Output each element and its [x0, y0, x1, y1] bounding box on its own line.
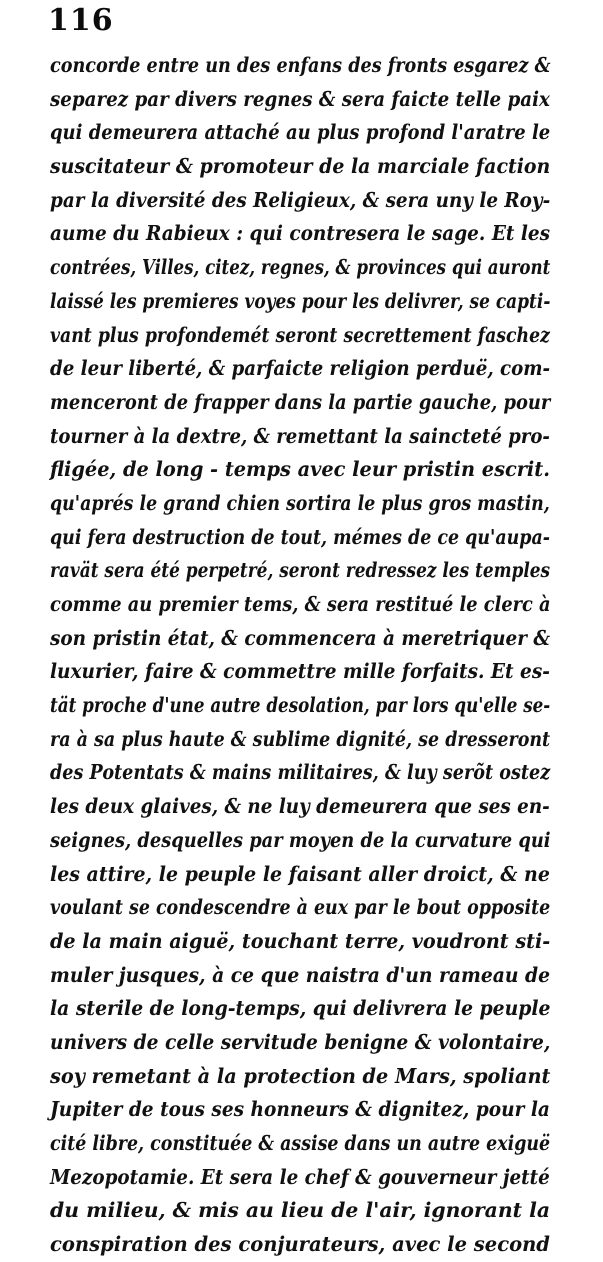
- text-line: suscitateur & promoteur de la marciale faction: [50, 154, 551, 179]
- text-line: tourner à la dextre, & remettant la saincteté pro-: [50, 423, 550, 448]
- text-line: comme au premier tems, & sera restitué le clerc à: [50, 592, 551, 616]
- page-number: 116: [48, 3, 114, 38]
- text-line: luxurier, faire & commettre mille forfaits. Et es-: [50, 659, 550, 684]
- text-line: ra à sa plus haute & sublime dignité, se dresseront: [50, 726, 551, 751]
- text-line: la sterile de long-temps, qui delivrera le peuple: [50, 996, 551, 1021]
- text-line: laissé les premieres voyes pour les delivrer, se capti-: [50, 288, 551, 313]
- text-line: qu'aprés le grand chien sortira le plus gros mastin,: [50, 490, 550, 515]
- text-line: Mezopotamie. Et sera le chef & gouverneur jetté: [50, 1164, 550, 1189]
- text-line: concorde entre un des enfans des fronts esgarez &: [50, 53, 551, 77]
- text-line: par la diversité des Religieux, & sera uny le Roy-: [50, 187, 551, 212]
- text-line: du milieu, & mis au lieu de l'air, ignorant la: [50, 1198, 551, 1223]
- text-line: les deux glaives, & ne luy demeurera que ses en-: [50, 794, 550, 819]
- text-line: tät proche d'une autre desolation, par lors qu'elle se-: [50, 693, 551, 718]
- text-line: vant plus profondemét seront secrettement faschez: [50, 322, 550, 347]
- text-line: Jupiter de tous ses honneurs & dignitez, pour la: [50, 1097, 550, 1122]
- text-line: contrées, Villes, citez, regnes, & provinces qui auront: [50, 255, 551, 280]
- text-line: univers de celle servitude benigne & volontaire,: [50, 1029, 551, 1054]
- text-line: separez par divers regnes & sera faicte telle paix: [50, 86, 550, 111]
- text-line: aume du Rabieux : qui contresera le sage. Et les: [50, 221, 551, 246]
- text-line: les attire, le peuple le faisant aller droict, & ne: [50, 861, 550, 886]
- text-line: seignes, desquelles par moyen de la curvature qui: [50, 827, 551, 852]
- body-text: [50, 49, 550, 1262]
- text-line: conspiration des conjurateurs, avec le second: [50, 1232, 550, 1257]
- text-line: voulant se condescendre à eux par le bout opposite: [50, 895, 551, 920]
- text-line: ravät sera été perpetré, seront redressez les temples: [50, 558, 551, 583]
- text-line: des Potentats & mains militaires, & luy serõt ostez: [50, 760, 551, 785]
- text-line: de la main aiguë, touchant terre, voudront sti-: [50, 928, 551, 953]
- text-line: son pristin état, & commencera à meretriquer &: [50, 625, 551, 650]
- text-line: qui demeurera attaché au plus profond l'aratre le: [50, 120, 551, 145]
- text-line: menceront de frapper dans la partie gauche, pour: [50, 389, 551, 414]
- text-line: muler jusques, à ce que naistra d'un rameau de: [50, 962, 551, 987]
- text-line: cité libre, constituée & assise dans un autre exiguë: [50, 1131, 551, 1155]
- text-line: qui fera destruction de tout, mémes de ce qu'aupa-: [50, 524, 551, 549]
- text-line: fligée, de long - temps avec leur pristin escrit.: [50, 457, 550, 482]
- text-line: de leur liberté, & parfaicte religion perduë, com-: [50, 356, 551, 381]
- text-line: soy remetant à la protection de Mars, spoliant: [50, 1063, 551, 1088]
